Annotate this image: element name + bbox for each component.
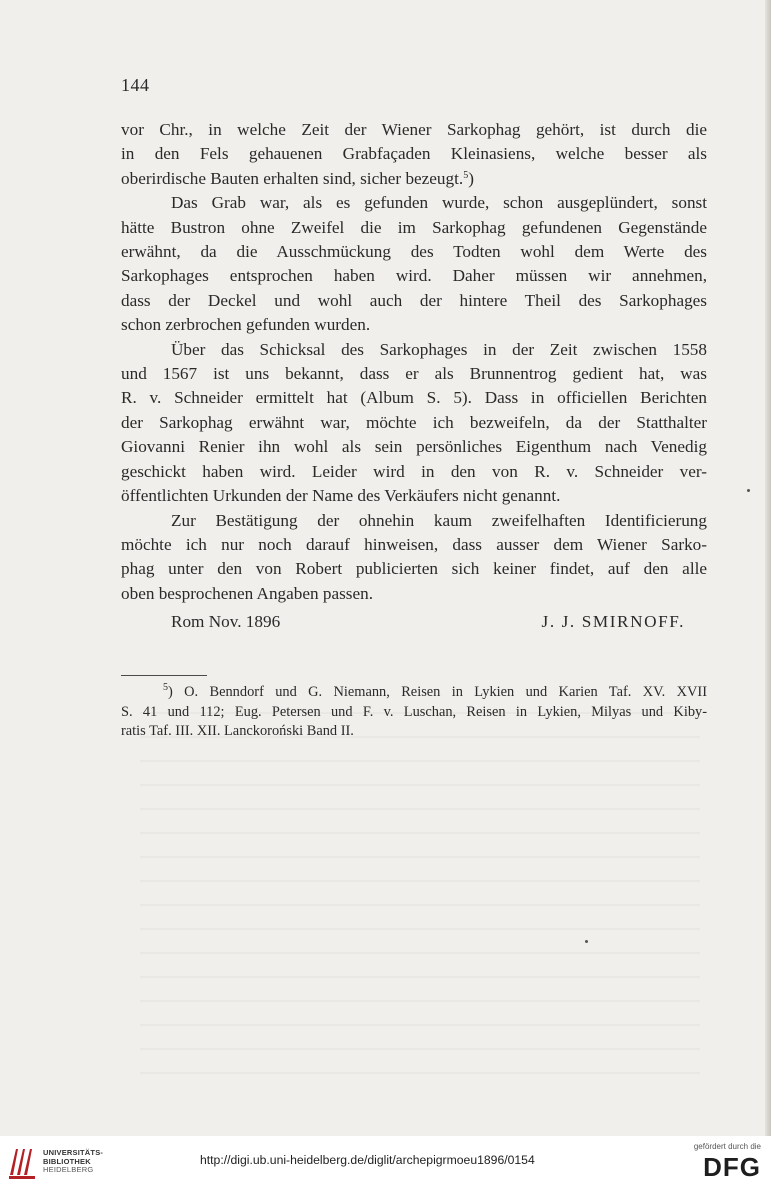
footnote-reference[interactable]: 5: [463, 169, 469, 181]
funding-label: gefördert durch die: [693, 1142, 761, 1151]
paragraph-4-end: oben besprochenen Angaben passen.: [121, 583, 374, 603]
university-library-logo-icon: [8, 1145, 38, 1181]
library-name: UNIVERSITÄTS- BIBLIOTHEK HEIDELBERG: [43, 1148, 104, 1175]
permalink-url[interactable]: http://digi.ub.uni-heidelberg.de/diglit/archepigrmoeu1896/0154: [200, 1153, 535, 1167]
signature-line: [171, 612, 685, 632]
footnote: [121, 683, 707, 742]
page-edge: [765, 0, 771, 1136]
footnote-divider: [121, 675, 207, 676]
scan-speck: [585, 940, 588, 943]
footnote-text: $^5$) O. Benndorf und G. Niemann, Reisen in Lykien und Karien Taf. XV. XVII S. 41 und 112; Eug. Petersen und F. v. Luschan, Reisen in Lykien, Milyas und Kiby-: [121, 682, 707, 720]
paragraph-2-end: schon zerbrochen gefunden wurden.: [121, 315, 371, 335]
place-date: Rom Nov. 1896: [171, 612, 281, 631]
paragraph-1-end: oberirdische Bauten erhalten sind, sicher bezeugt.$^5$): [121, 168, 474, 188]
page-number: 144: [121, 75, 150, 95]
paragraph-4: Zur Bestätigung der ohnehin kaum zweifelhaften Identificierung möchte ich nur noch darauf hinweisen, dass ausser dem Wiener Sarko- phag unter den von Robert publicierten sich keiner findet, auf den alle: [121, 510, 707, 579]
dfg-logo: DFG: [703, 1152, 761, 1182]
paragraph-1: vor Chr., in welche Zeit der Wiener Sarkophag gehört, ist durch die in den Fels gehauenen Grabfaçaden Kleinasiens, welche besser als: [121, 120, 707, 164]
paragraph-3-end: öffentlichten Urkunden der Name des Verkäufers nicht genannt.: [121, 486, 561, 506]
paragraph-2: Das Grab war, als es gefunden wurde, schon ausgeplündert, sonst hätte Bustron ohne Zweifel die im Sarkophag gefundenen Gegenstände erwähnt, da die Ausschmückung des Todten wohl dem Werte des Sarkophages entsprochen haben wird. Daher müssen wir annehmen, dass der Deckel und wohl auch der hintere Theil des Sarkophages: [121, 193, 707, 310]
show-through-text: [140, 700, 700, 1080]
footnote-text-end: ratis Taf. III. XII. Lanckoroński Band II.: [121, 723, 354, 739]
scan-speck: [747, 489, 750, 492]
footnote-marker: 5: [163, 682, 168, 693]
author-signature: J. J. SMIRNOFF.: [541, 612, 685, 631]
body-text: [121, 118, 707, 606]
paragraph-3: Über das Schicksal des Sarkophages in der Zeit zwischen 1558 und 1567 ist uns bekannt, dass er als Brunnentrog gedient hat, was R. v. Schneider ermittelt hat (Album S. 5). Dass in officiellen Berichten der Sarkophag erwähnt war, möchte ich bezweifeln, da der Statthalter Giovanni Renier ihn wohl als sein persönliches Eigenthum nach Venedig geschickt haben wird. Leider wird in den von R. v. Schneider ver-: [121, 339, 707, 481]
footer-bar: [0, 1136, 771, 1191]
